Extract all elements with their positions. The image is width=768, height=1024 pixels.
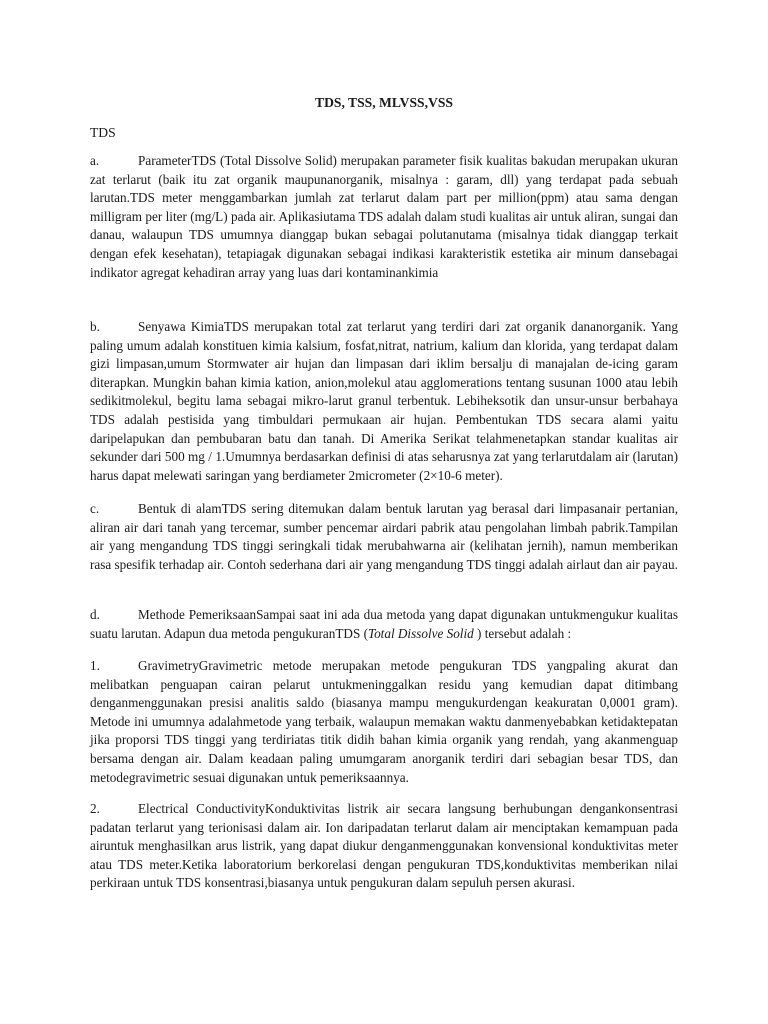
paragraph-d bbox=[90, 606, 678, 643]
section-heading: TDS bbox=[90, 125, 116, 140]
paragraph-a-number: a. bbox=[90, 153, 100, 168]
paragraph-1-text: GravimetryGravimetric metode merupakan metode pengukuran TDS yangpaling akurat dan melibatkan penguapan cairan pelarut untukmeninggalkan residu yang kemudian dapat ditimbang denganmenggunakan presisi analitis saldo (biasanya mampu mengukurdengan keakuratan 0,0001 gram). Metode ini umumnya adalahmetode yang terbaik, walaupun memakan waktu danmenyebabkan ketidaktepatan jika proporsi TDS tinggi yang terdiriatas titik didih bahan kimia organik yang rendah, yang akanmenguap bersama dengan air. Dalam keadaan paling umumgaram anorganik terdiri dari sebagian besar TDS, dan metodegravimetric sesuai digunakan untuk pemeriksaannya. bbox=[90, 658, 678, 785]
paragraph-d-number: d. bbox=[90, 607, 100, 622]
paragraph-a-text: ParameterTDS (Total Dissolve Solid) merupakan parameter fisik kualitas bakudan merupakan ukuran zat terlarut (baik itu zat organik maupunanorganik, misalnya : garam, dll) yang terdapat pada sebuah larutan.TDS meter menggambarkan jumlah zat terlarut dalam part per million(ppm) atau sama dengan milligram per liter (mg/L) pada air. Aplikasiutama TDS adalah dalam studi kualitas air untuk aliran, sungai dan danau, walaupun TDS umumnya dianggap bukan sebagai polutanutama (misalnya tidak dianggap terkait dengan efek kesehatan), tetapiagak digunakan sebagai indikasi karakteristik estetika air minum dansebagai indikator agregat kehadiran array yang luas dari kontaminankimia bbox=[90, 153, 678, 280]
paragraph-c-number: c. bbox=[90, 501, 100, 516]
paragraph-2-number: 2. bbox=[90, 801, 100, 816]
paragraph-b-number: b. bbox=[90, 319, 100, 334]
paragraph-c bbox=[90, 500, 678, 574]
paragraph-2-text: Electrical ConductivityKonduktivitas listrik air secara langsung berhubungan dengankonsentrasi padatan terlarut yang terionisasi dalam air. Ion daripadatan terlarut dalam air menciptakan kemampuan pada airuntuk menghasilkan arus listrik, yang dapat diukur denganmenggunakan konvensional konduktivitas meter atau TDS meter.Ketika laboratorium berkorelasi dengan pengukuran TDS,konduktivitas memberikan nilai perkiraan untuk TDS konsentrasi,biasanya untuk pengukuran dalam sepuluh persen akurasi. bbox=[90, 801, 678, 891]
paragraph-c-text: Bentuk di alamTDS sering ditemukan dalam bentuk larutan yag berasal dari limpasanair pertanian, aliran air dari tanah yang tercemar, sumber pencemar airdari pabrik atau pengolahan limbah pabrik.Tampilan air yang mengandung TDS tinggi seringkali tidak merubahwarna air (kelihatan jernih), namun memberikan rasa spesifik terhadap air. Contoh sederhana dari air yang mengandung TDS tinggi adalah airlaut dan air payau. bbox=[90, 501, 678, 572]
paragraph-1-number: 1. bbox=[90, 658, 100, 673]
paragraph-d-text-end: ) tersebut adalah : bbox=[473, 625, 572, 641]
paragraph-b bbox=[90, 318, 678, 485]
paragraph-2 bbox=[90, 800, 678, 893]
paragraph-1 bbox=[90, 657, 678, 787]
document-title: TDS, TSS, MLVSS,VSS bbox=[315, 95, 453, 110]
paragraph-a bbox=[90, 152, 678, 282]
paragraph-b-text: Senyawa KimiaTDS merupakan total zat terlarut yang terdiri dari zat organik dananorganik. Yang paling umum adalah konstituen kimia kalsium, fosfat,nitrat, natrium, kalium dan klorida, yang terdapat dalam gizi limpasan,umum Stormwater air hujan dan limpasan dari iklim bersalju di manajalan de-icing garam diterapkan. Mungkin bahan kimia kation, anion,molekul atau agglomerations tentang susunan 1000 atau lebih sedikitmolekul, begitu lama sebagai mikro-larut granul terbentuk. Lebiheksotik dan unsur-unsur berbahaya TDS adalah pestisida yang timbuldari permukaan air hujan. Pembentukan TDS secara alami yaitu daripelapukan dan pembubaran batu dan tanah. Di Amerika Serikat telahmenetapkan standar kualitas air sekunder dari 500 mg / 1.Umumnya berdasarkan definisi di atas seharusnya zat yang terlarutdalam air (larutan) harus dapat melewati saringan yang berdiameter 2micrometer (2×10-6 meter). bbox=[90, 319, 678, 483]
paragraph-d-italic: Total Dissolve Solid bbox=[367, 625, 474, 641]
paragraph-d-text: Methode PemeriksaanSampai saat ini ada dua metoda yang dapat digunakan untukmengukur kualitas suatu larutan. Adapun dua metoda pengukuranTDS ( bbox=[90, 607, 678, 641]
